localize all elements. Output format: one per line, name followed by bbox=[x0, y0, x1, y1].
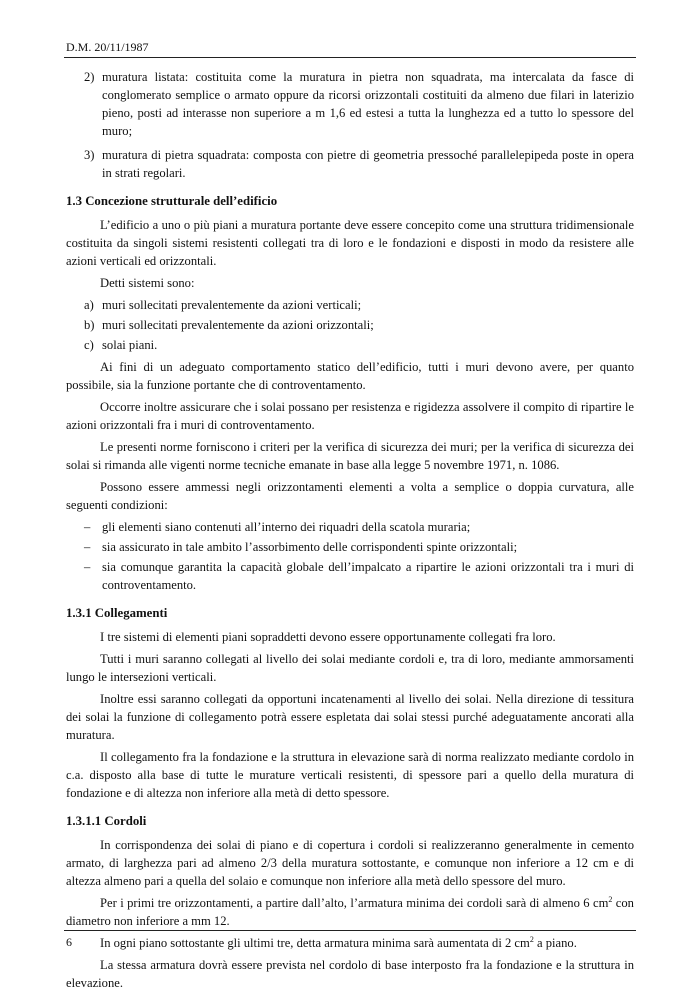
paragraph: Il collegamento fra la fondazione e la struttura in elevazione sarà di norma realizzato mediante cordolo in c.a. disposto alla base di tutte le murature verticali resistenti, di spessore pari a quello della muratura di fondazione e di altezza non inferiore alla metà di detto spessore. bbox=[66, 750, 634, 800]
page-number: 6 bbox=[66, 935, 72, 949]
section-heading: 1.3.1.1 Cordoli bbox=[66, 814, 147, 828]
list-item bbox=[84, 68, 634, 140]
paragraph: Inoltre essi saranno collegati da opportuni incatenamenti al livello dei solai. Nella direzione di tessitura dei solai la funzione di collegamento potrà essere espletata dai solai stessi purché adeguatamente ancorati alla muratura. bbox=[66, 692, 634, 742]
paragraph: L’edificio a uno o più piani a muratura portante deve essere concepito come una struttura tridimensionale costituita da singoli sistemi resistenti collegati tra di loro e le fondazioni e disposti in modo da resistere alle azioni verticali ed orizzontali. bbox=[66, 218, 634, 268]
paragraph: Detti sistemi sono: bbox=[100, 276, 195, 290]
paragraph: Tutti i muri saranno collegati al livello dei solai mediante cordoli e, tra di loro, mediante ammorsamenti lungo le intersezioni verticali. bbox=[66, 652, 634, 684]
section-heading: 1.3.1 Collegamenti bbox=[66, 606, 168, 620]
dash-marker: – bbox=[84, 560, 91, 574]
text-run: con diametro non inferiore a mm 12. bbox=[66, 896, 634, 928]
list-item bbox=[84, 538, 634, 556]
paragraph bbox=[66, 894, 634, 930]
list-item-text: muratura di pietra squadrata: composta con pietre di geometria pressoché parallelepipeda poste in opera in strati regolari. bbox=[102, 148, 634, 180]
superscript: 2 bbox=[608, 894, 613, 904]
list-item-text: gli elementi siano contenuti all’interno dei riquadri della scatola muraria; bbox=[102, 520, 471, 534]
list-item-text: muratura listata: costituita come la muratura in pietra non squadrata, ma intercalata da fasce di conglomerato semplice o armato oppure da ricorsi orizzontali costituiti da almeno due filari in laterizio pieno, posti ad interasse non superiore a m 1,6 ed estesi a tutta la lunghezza ed a tutto lo spessore del muro; bbox=[102, 70, 634, 138]
list-marker: b) bbox=[84, 318, 95, 332]
list-item bbox=[84, 336, 634, 354]
list-marker: 3) bbox=[84, 148, 95, 162]
list-item bbox=[84, 518, 634, 536]
paragraph: La stessa armatura dovrà essere prevista nel cordolo di base interposto fra la fondazione e la struttura in elevazione. bbox=[66, 958, 634, 990]
list-item-text: muri sollecitati prevalentemente da azioni orizzontali; bbox=[102, 318, 374, 332]
paragraph bbox=[66, 934, 634, 952]
dash-marker: – bbox=[84, 540, 91, 554]
list-item-text: sia comunque garantita la capacità globale dell’impalcato a ripartire le azioni orizzontali tra i muri di controventamento. bbox=[102, 560, 634, 592]
paragraph: I tre sistemi di elementi piani sopraddetti devono essere opportunamente collegati fra loro. bbox=[100, 630, 556, 644]
section-heading: 1.3 Concezione strutturale dell’edificio bbox=[66, 194, 278, 208]
list-marker: c) bbox=[84, 338, 94, 352]
header-rule bbox=[64, 57, 636, 58]
list-item bbox=[84, 558, 634, 594]
page-content bbox=[66, 68, 634, 996]
paragraph: In corrispondenza dei solai di piano e di copertura i cordoli si realizzeranno generalmente in cemento armato, di larghezza pari ad almeno 2/3 della muratura sottostante, e comunque non inferiore a 12 cm e di altezza almeno pari a quella del solaio e comunque non inferiore alla metà dello spessore del muro. bbox=[66, 838, 634, 888]
superscript: 2 bbox=[529, 934, 534, 944]
list-marker: 2) bbox=[84, 70, 95, 84]
paragraph: Occorre inoltre assicurare che i solai possano per resistenza e rigidezza assolvere il compito di ripartire le azioni orizzontali fra i muri di controventamento. bbox=[66, 400, 634, 432]
paragraph: Ai fini di un adeguato comportamento statico dell’edificio, tutti i muri devono avere, per quanto possibile, sia la funzione portante che di controventamento. bbox=[66, 360, 634, 392]
list-item bbox=[84, 296, 634, 314]
paragraph: Le presenti norme forniscono i criteri per la verifica di sicurezza dei muri; per la verifica di sicurezza dei solai si rimanda alle vigenti norme tecniche emanate in base alla legge 5 novembre 1971, n. 1086. bbox=[66, 440, 634, 472]
list-item bbox=[84, 316, 634, 334]
text-run: In ogni piano sottostante gli ultimi tre, detta armatura minima sarà aumentata di 2 cm bbox=[100, 936, 530, 950]
text-run: Per i primi tre orizzontamenti, a partire dall’alto, l’armatura minima dei cordoli sarà di almeno 6 cm bbox=[100, 896, 609, 910]
text-run: a piano. bbox=[533, 936, 577, 950]
list-marker: a) bbox=[84, 298, 94, 312]
footer-rule bbox=[64, 930, 636, 931]
list-item bbox=[84, 146, 634, 182]
dash-marker: – bbox=[84, 520, 91, 534]
list-item-text: sia assicurato in tale ambito l’assorbimento delle corrispondenti spinte orizzontali; bbox=[102, 540, 518, 554]
running-header: D.M. 20/11/1987 bbox=[66, 40, 149, 54]
list-item-text: muri sollecitati prevalentemente da azioni verticali; bbox=[102, 298, 362, 312]
paragraph: Possono essere ammessi negli orizzontamenti elementi a volta a semplice o doppia curvatura, alle seguenti condizioni: bbox=[66, 480, 634, 512]
list-item-text: solai piani. bbox=[102, 338, 158, 352]
